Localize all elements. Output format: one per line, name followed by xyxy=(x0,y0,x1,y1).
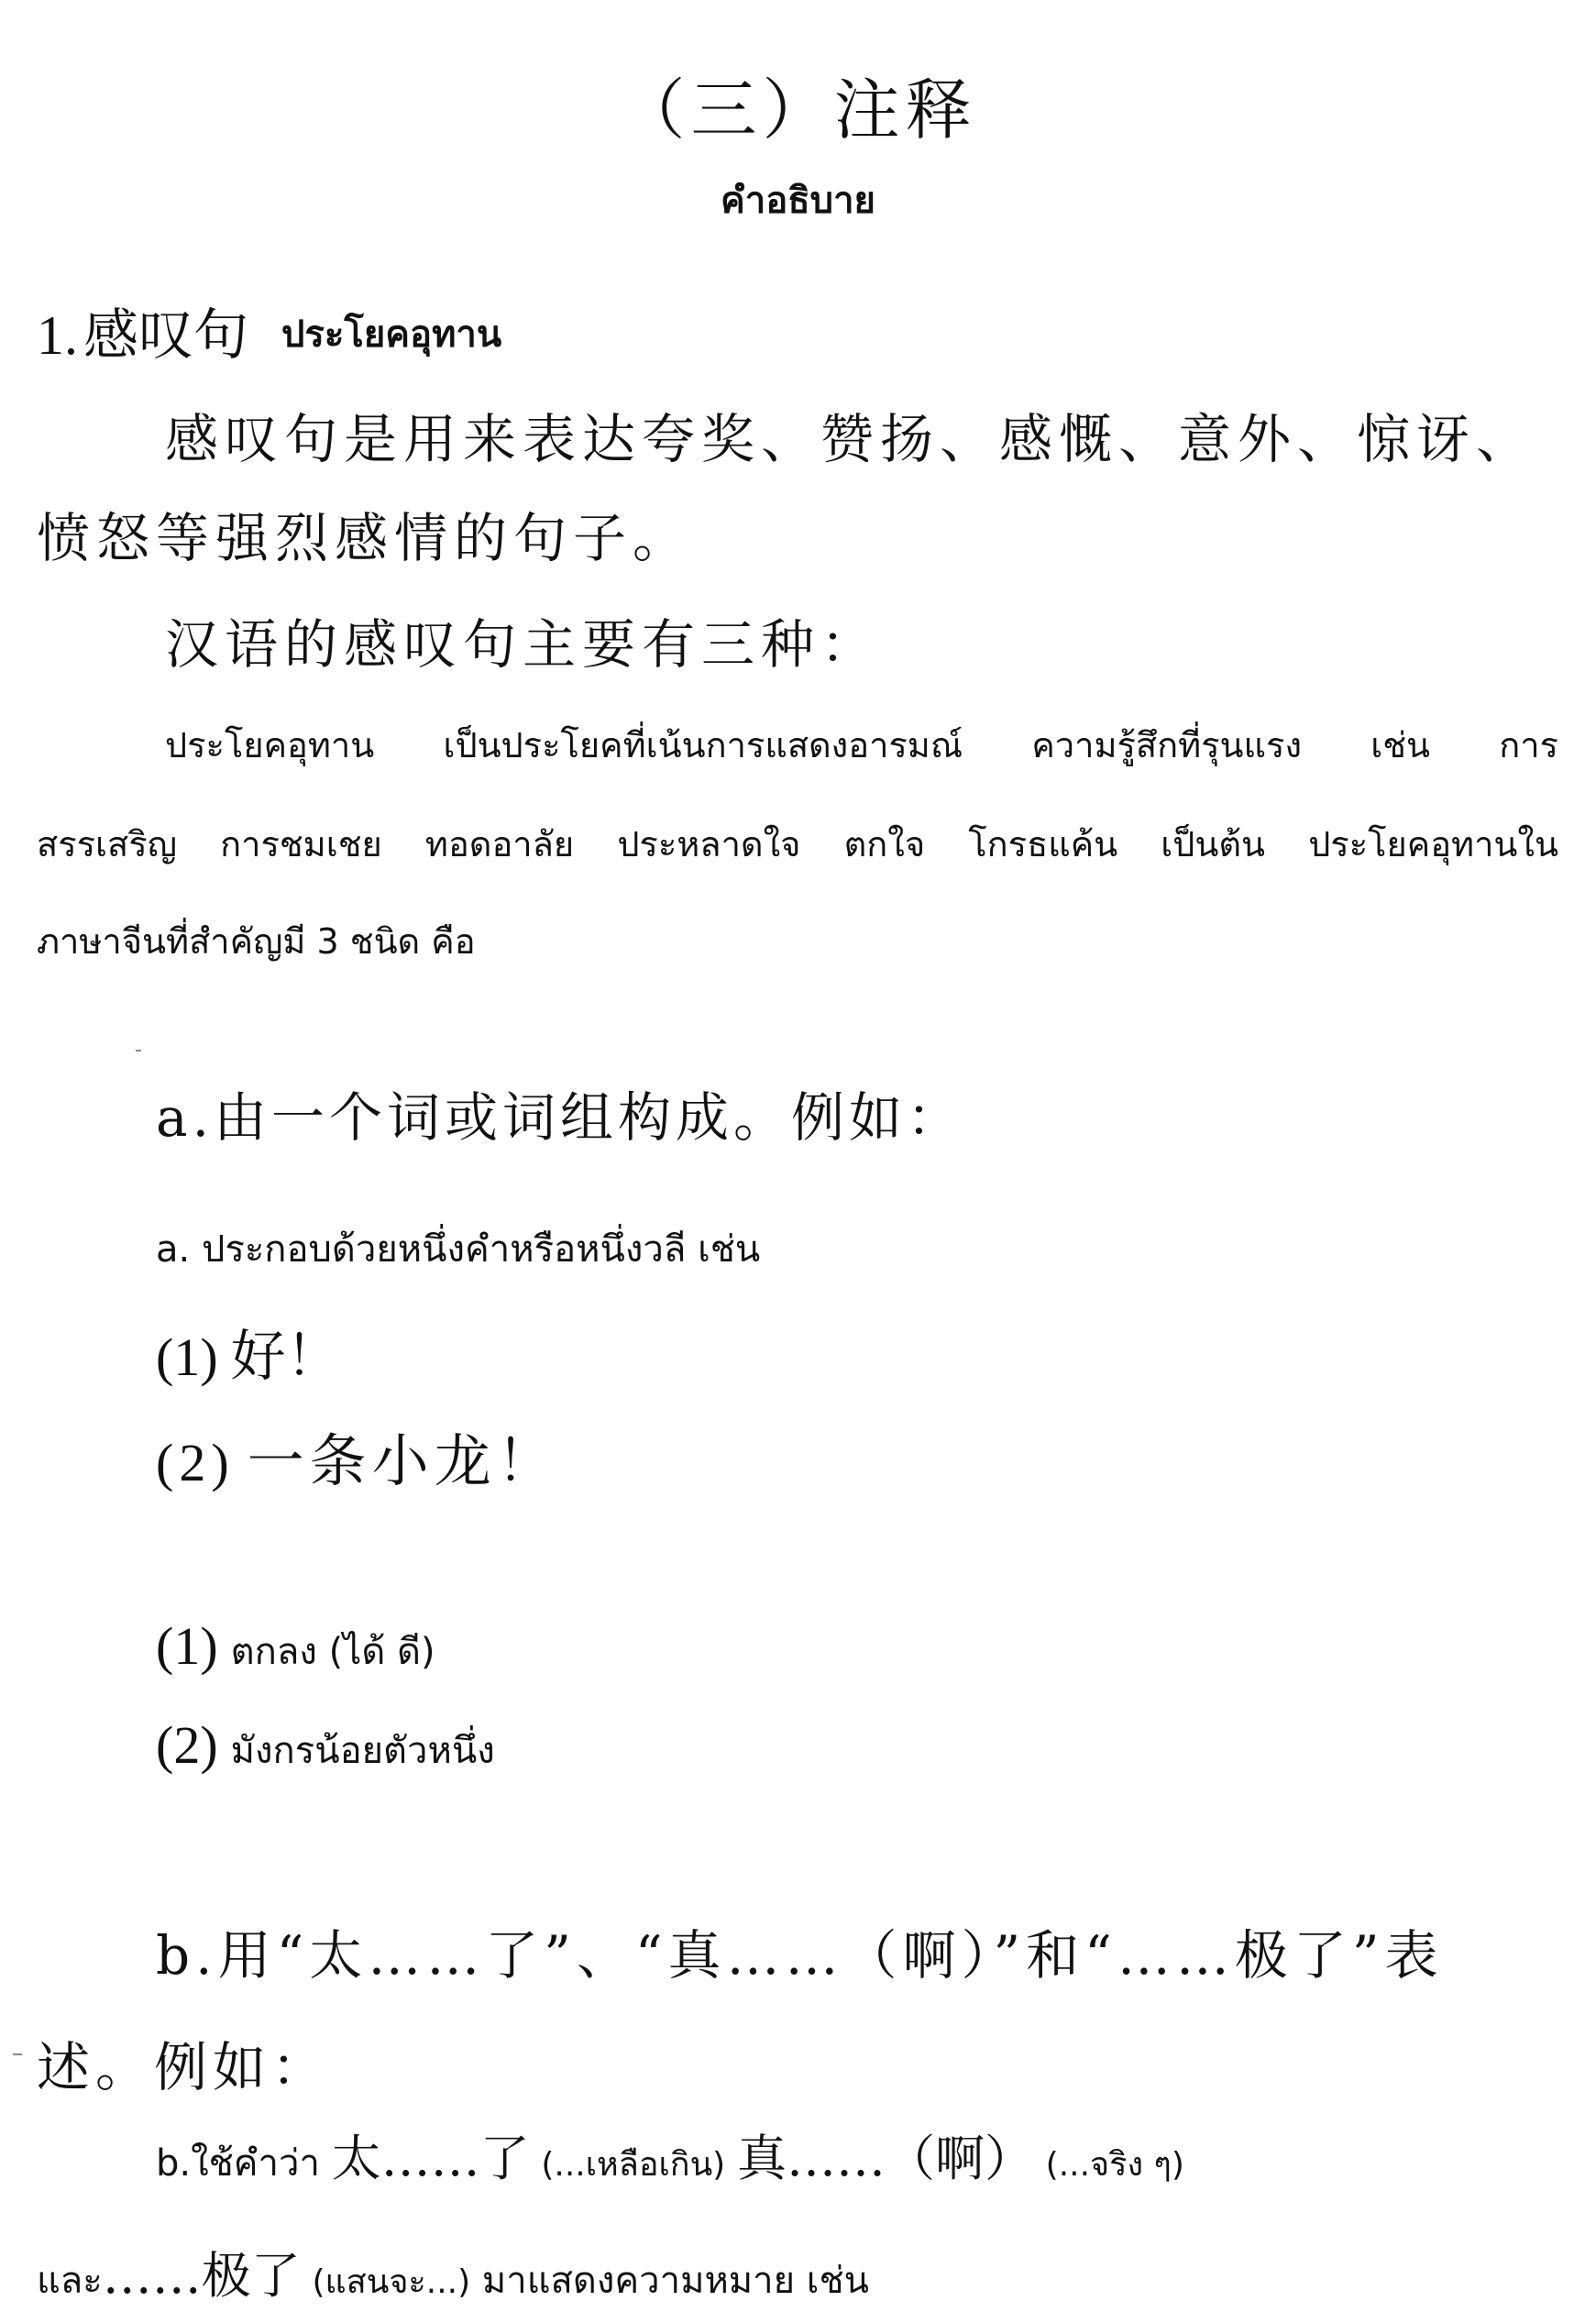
example-number: (1) xyxy=(156,1327,218,1387)
th-word: ประโยคอุทาน xyxy=(165,725,375,765)
part-a-th: a. ประกอบด้วยหนึ่งคำหรือหนึ่งวลี เช่น xyxy=(156,1228,761,1271)
pattern-th: (...เหลือเกิน) xyxy=(541,2146,726,2184)
zh-paragraph-1-line-2: 愤怒等强烈感情的句子。 xyxy=(37,507,693,569)
example-th-2 xyxy=(156,1714,495,1779)
pattern-zh: ……极了 xyxy=(102,2247,301,2305)
part-b-zh-line-1: b.用“太……了”、“真……（啊）”和“……极了”表 xyxy=(156,1924,1444,1987)
zh-paragraph-1-line-1: 感叹句是用来表达夸奖、赞扬、感慨、意外、惊讶、 xyxy=(165,408,1536,470)
pattern-zh: 真……（啊） xyxy=(736,2130,1034,2187)
pattern-th: (แสนจะ...) xyxy=(312,2263,471,2301)
th-word: เป็นประโยคที่เน้นการแสดงอารมณ์ xyxy=(443,725,963,765)
section-title: 感叹句 xyxy=(83,303,248,368)
example-zh-1 xyxy=(156,1313,341,1392)
example-th-1 xyxy=(156,1615,435,1680)
th-word: ทอดอาลัย xyxy=(424,824,575,864)
example-number: (2) xyxy=(156,1433,235,1492)
th-word: โกรธแค้น xyxy=(968,824,1118,864)
part-a-zh: a.由一个词或词组构成。例如： xyxy=(156,1086,965,1149)
part-b-tail: มาแสดงความหมาย เช่น xyxy=(481,2260,869,2302)
th-word: ประโยคอุทานใน xyxy=(1308,824,1558,864)
page-title: （三）注释 xyxy=(619,72,977,149)
part-b-lead: b.ใช้คำว่า xyxy=(156,2142,320,2185)
example-number: (2) xyxy=(156,1715,218,1775)
scan-speck xyxy=(136,1050,141,1051)
part-b-mixed-line-2 xyxy=(37,2237,869,2309)
th-word: เช่น xyxy=(1370,725,1430,765)
example-number: (1) xyxy=(156,1616,218,1676)
th-paragraph-line-3: ภาษาจีนที่สำคัญมี 3 ชนิด คือ xyxy=(37,921,476,962)
example-zh-2 xyxy=(156,1415,559,1497)
example-text: 好！ xyxy=(230,1325,341,1389)
pattern-th: (...จริง ๆ) xyxy=(1045,2146,1184,2184)
th-word: การ xyxy=(1499,725,1558,765)
th-word: สรรเสริญ xyxy=(37,824,177,864)
page-subtitle: คำอธิบาย xyxy=(721,180,875,222)
th-word: ตกใจ xyxy=(843,824,926,864)
pattern-zh: 太……了 xyxy=(331,2130,530,2187)
part-b-lead: และ xyxy=(37,2260,103,2302)
example-translation: ตกลง (ได้ ดี) xyxy=(230,1631,435,1673)
part-b-zh-line-2: 述。例如： xyxy=(37,2036,331,2098)
example-translation: มังกรน้อยตัวหนึ่ง xyxy=(230,1730,495,1772)
th-paragraph-line-1 xyxy=(165,717,1558,773)
section-thai-title: ประโยคอุทาน xyxy=(281,314,502,356)
zh-paragraph-2: 汉语的感叹句主要有三种： xyxy=(165,613,881,676)
part-b-mixed-line-1 xyxy=(156,2119,1184,2192)
section-heading xyxy=(37,292,501,370)
example-text: 一条小龙！ xyxy=(247,1427,559,1494)
th-word: เป็นต้น xyxy=(1161,824,1266,864)
th-word: ประหลาดใจ xyxy=(617,824,801,864)
scan-speck xyxy=(13,2053,22,2055)
th-word: การชมเชย xyxy=(220,824,382,864)
th-word: ความรู้สึกที่รุนแรง xyxy=(1031,725,1302,765)
th-paragraph-line-2 xyxy=(37,816,1558,872)
section-number: 1. xyxy=(37,305,78,366)
